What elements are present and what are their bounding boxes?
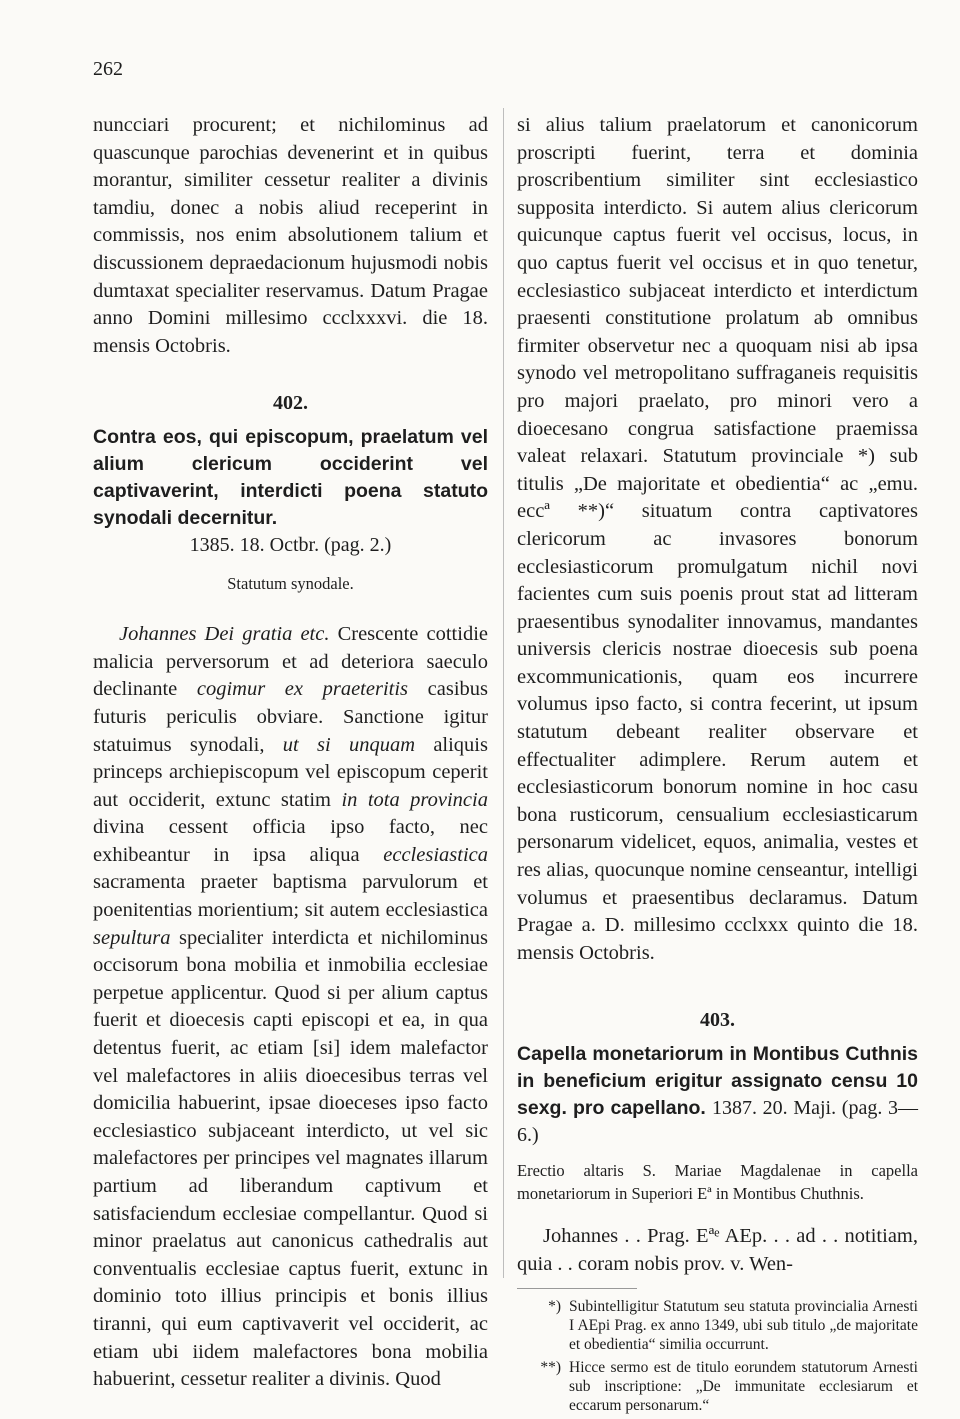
body-text-1: Crescente cottidie malicia perversorum et ad deteriora saeculo declinante (93, 623, 488, 701)
continuation-paragraph: nuncciari procurent; et nichilominus ad quascunque parochias devenerint et in quibus morantur, similiter cessetur realiter a divinis tamdiu, donec a nobis aliud receperint in commissis, nos enim absolutionem talium et discussionem depraedacionum hujusmodi nobis dumtaxat specialiter reservamus. Datum Pragae anno Domini millesimo ccclxxxvi. die 18. mensis Octobris. (93, 114, 488, 357)
body-emphasis-1: cogimur ex praeteritis (196, 678, 409, 701)
document-title-402: Contra eos, qui episcopum, praelatum vel alium clericum occiderint vel captivaverint, interdicti poena statuto synodali decernitur. (93, 425, 488, 529)
footnote-mark: **) (540, 1359, 561, 1377)
document-number-403: 403. (700, 1009, 735, 1032)
footnote-text: Hicce sermo est de titulo eorundem statutorum Arnesti sub inscriptione: „De immunitate ecclesiarum et eccarum personarum.“ (569, 1359, 918, 1415)
right-body-paragraph: si alius talium praelatorum et canonicorum proscripti fuerint, terra et dominia proscribentium similiter sint ecclesiastico supposita interdicto. Si autem alius clericorum quicunque captus fuerit vel occisus, locus, in quo captus fuerit vel occisus et in quo tenetur, ecclesiastico subjaceat interdicto et interdictum praesenti constitutione prolatum ab omnibus firmiter observetur nec a quoquam nisi ab ipsa synodo vel metropolitano suffraganeis requisitis pro majori praelato, pro minori vero a dioecesano congrua satisfactione praemissa valeat relaxari. Statutum provinciale *) sub titulis „De majoritate et obedientia“ ac „emu. eccª **)“ situatum contra captivatores clericorum ac invasores bonorum ecclesiasticorum promulgatum nichil novi facientes cum suis poenis prout stat ad litteram praesentibus synodaliter innovamus, mandantes universis clericis nostrae dioecesis sub poena excommunicationis, quam eos incurrere volumus ipso facto, si contra fecerint, ut ipsum statutum debeant realiter observare et effectualiter adimplere. Rerum autem et ecclesiasticorum bonorum nomine in hoc casu bona rusticorum, censualium ecclesiasticarum personarum videlicet, equos, animalia, vestes et res alias, quocunque nomine censeantur, intelligi volumus et praesentibus declaramus. Datum Pragae a. D. millesimo ccclxxx quinto die 18. mensis Octobris. (517, 114, 918, 964)
document-date-402: 1385. 18. Octbr. (pag. 2.) (189, 533, 392, 556)
document-title-403-text: Capella monetariorum in Montibus Cuthnis in beneficium erigitur assignato censu 10 sexg. pro capellano. (517, 1043, 918, 1119)
body-emphasis-4: ecclesiastica (383, 843, 488, 866)
document-date-403: 1387. 20. Maji. (pag. 3—6.) (517, 1097, 919, 1146)
footnote-mark: *) (548, 1298, 561, 1316)
document-subheading-402: Statutum synodale. (227, 573, 354, 593)
document-body-402 (93, 621, 488, 1394)
page-number: 262 (93, 58, 123, 80)
document-title-403 (517, 1041, 918, 1149)
footnote-text: Subintelligitur Statutum seu statuta provincialia Arnesti I AEpi Prag. ex anno 1349, ubi sub titulo „de majoritate et obedientia“ similia occurrunt. (569, 1298, 918, 1354)
document-body-403: Johannes . . Prag. Eªᵉ AEp. . . ad . . notitiam, quia . . coram nobis prov. v. Wen- (517, 1225, 918, 1275)
body-emphasis-3: in tota provincia (341, 788, 488, 811)
footnote-divider (517, 1288, 637, 1289)
body-emphasis-5: sepultura (93, 926, 171, 949)
body-text-2: casibus futuris periculis obviare. Sanctione igitur statuimus synodali, (93, 678, 488, 756)
body-text-6: specialiter interdicta et nichilominus occisorum bona mobilia et inmobilia ecclesiae perpetue applicentur. Quod si per alium captus fuerit et dioecesis capti episcopi et ea, in qua detentus fuerit, ac etiam [si] idem malefactor vel malefactores in aliis dioecesibus terras vel domicilia habuerint, ipsae dioeceses ipso facto ecclesiastico subjaceant interdicto, ut vel sic malefactores per principes vel magnates illarum partium ad liberandum captivum et satisfaciendum ecclesiae compellantur. Quod si minor praelatus aut canonicus cathedralis aut conventualis ecclesiae captus fuerit, extunc in dominio toto illius principis et bonis illius tiranni, qui eum captivaverit vel occiderit, ac etiam ubi iidem malefactores bona mobilia habuerint, cessetur realiter a divinis. Quod (93, 926, 488, 1391)
body-text-5: sacramenta praeter baptisma parvulorum et poenitentias morientium; sit autem ecclesiastica (93, 871, 488, 922)
column-divider (503, 108, 504, 1278)
body-text-3: aliquis princeps archiepiscopum vel episcopum ceperit aut occiderit, extunc statim (93, 733, 488, 811)
left-column (93, 112, 488, 1394)
footnote (517, 1297, 918, 1354)
body-intro: Johannes Dei gratia etc. (119, 623, 330, 646)
body-text-4: divina cessent officia ipso facto, nec exhibeantur in ipsa aliqua (93, 816, 488, 866)
document-regest-403: Erectio altaris S. Mariae Magdalenae in capella monetariorum in Superiori Eª in Montibus Chuthnis. (517, 1161, 918, 1203)
right-column (517, 112, 918, 1419)
body-emphasis-2: ut si unquam (282, 733, 416, 756)
footnote (517, 1358, 918, 1415)
document-number-402: 402. (273, 392, 308, 415)
